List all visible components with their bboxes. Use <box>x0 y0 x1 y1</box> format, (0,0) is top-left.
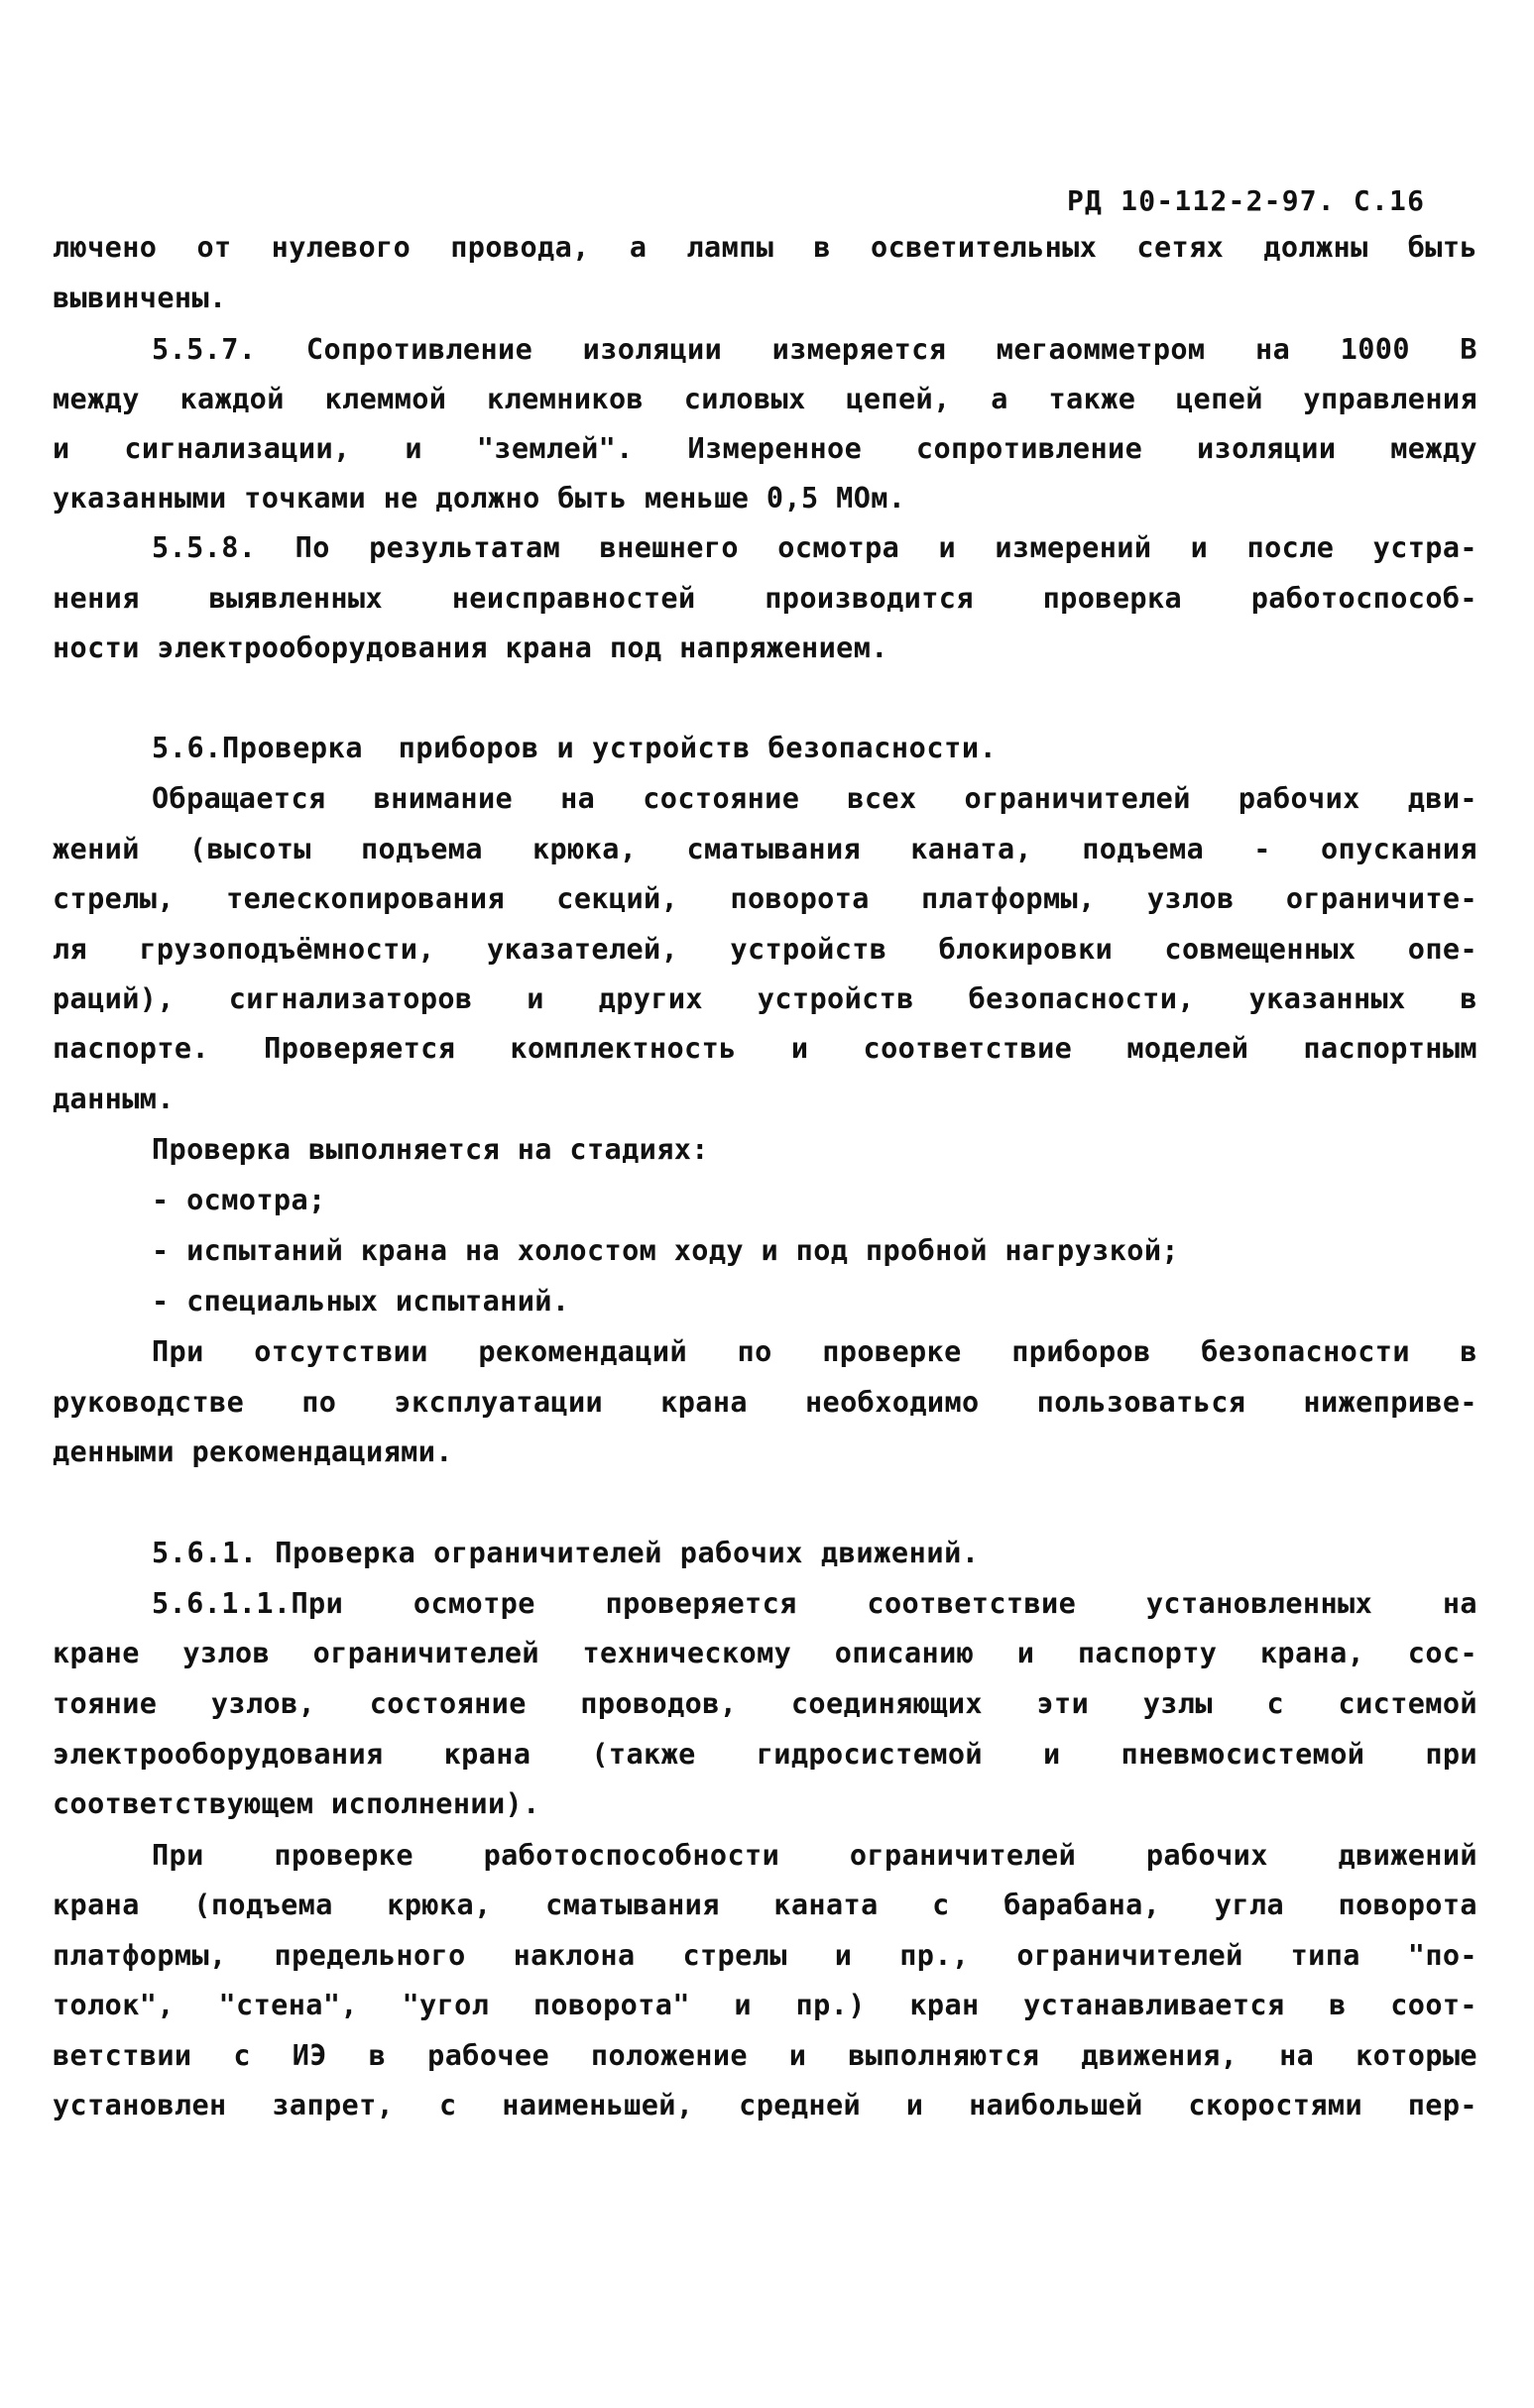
text-line: между каждой клеммой клемников силовых цепей, а также цепей управления <box>53 383 1477 415</box>
text-line: руководстве по эксплуатации крана необходимо пользоваться нижеприве- <box>53 1386 1477 1419</box>
text-line: жений (высоты подъема крюка, сматывания каната, подъема - опускания <box>53 833 1477 865</box>
text-line: электрооборудования крана (также гидросистемой и пневмосистемой при <box>53 1738 1477 1771</box>
text-line: нения выявленных неисправностей производится проверка работоспособ- <box>53 582 1477 615</box>
text-line: установлен запрет, с наименьшей, средней и наибольшей скоростями пер- <box>53 2089 1477 2121</box>
text-line: ности электрооборудования крана под напряжением. <box>53 631 888 664</box>
text-line: 5.6.1.1.При осмотре проверяется соответствие установленных на <box>152 1587 1477 1620</box>
text-line: платформы, предельного наклона стрелы и пр., ограничителей типа "по- <box>53 1939 1477 1972</box>
text-line: вывинчены. <box>53 282 227 314</box>
text-line: указанными точками не должно быть меньше 0,5 МОм. <box>53 482 906 515</box>
text-line: крана (подъема крюка, сматывания каната с барабана, угла поворота <box>53 1889 1477 1921</box>
page-header-doc-ref: РД 10-112-2-97. С.16 <box>1067 184 1426 217</box>
text-line: 5.5.7. Сопротивление изоляции измеряется мегаомметром на 1000 В <box>152 333 1477 366</box>
subsection-heading: 5.6.1. Проверка ограничителей рабочих движений. <box>152 1537 980 1569</box>
list-item: - специальных испытаний. <box>152 1285 570 1318</box>
text-line: и сигнализации, и "землей". Измеренное сопротивление изоляции между <box>53 432 1477 465</box>
text-line: Проверка выполняется на стадиях: <box>152 1133 709 1166</box>
text-line: тояние узлов, состояние проводов, соединяющих эти узлы с системой <box>53 1687 1477 1720</box>
text-line: толок", "стена", "угол поворота" и пр.) кран устанавливается в соот- <box>53 1989 1477 2021</box>
text-line: При отсутствии рекомендаций по проверке приборов безопасности в <box>152 1335 1477 1368</box>
text-line: ля грузоподъёмности, указателей, устройств блокировки совмещенных опе- <box>53 933 1477 966</box>
text-line: данным. <box>53 1083 175 1115</box>
list-item: - осмотра; <box>152 1184 326 1216</box>
section-heading: 5.6.Проверка приборов и устройств безопасности. <box>152 732 998 764</box>
text-line: лючено от нулевого провода, а лампы в осветительных сетях должны быть <box>53 231 1477 264</box>
text-line: соответствующем исполнении). <box>53 1787 540 1820</box>
list-item: - испытаний крана на холостом ходу и под пробной нагрузкой; <box>152 1234 1179 1267</box>
text-line: стрелы, телескопирования секций, поворота платформы, узлов ограничите- <box>53 882 1477 915</box>
text-line: кране узлов ограничителей техническому описанию и паспорту крана, сос- <box>53 1637 1477 1669</box>
text-line: Обращается внимание на состояние всех ограничителей рабочих дви- <box>152 782 1477 815</box>
text-line: раций), сигнализаторов и других устройств безопасности, указанных в <box>53 982 1477 1015</box>
text-line: паспорте. Проверяется комплектность и соответствие моделей паспортным <box>53 1032 1477 1065</box>
text-line: При проверке работоспособности ограничителей рабочих движений <box>152 1839 1477 1872</box>
text-line: 5.5.8. По результатам внешнего осмотра и измерений и после устра- <box>152 531 1477 564</box>
text-line: ветствии с ИЭ в рабочее положение и выполняются движения, на которые <box>53 2039 1477 2072</box>
text-line: денными рекомендациями. <box>53 1435 453 1468</box>
